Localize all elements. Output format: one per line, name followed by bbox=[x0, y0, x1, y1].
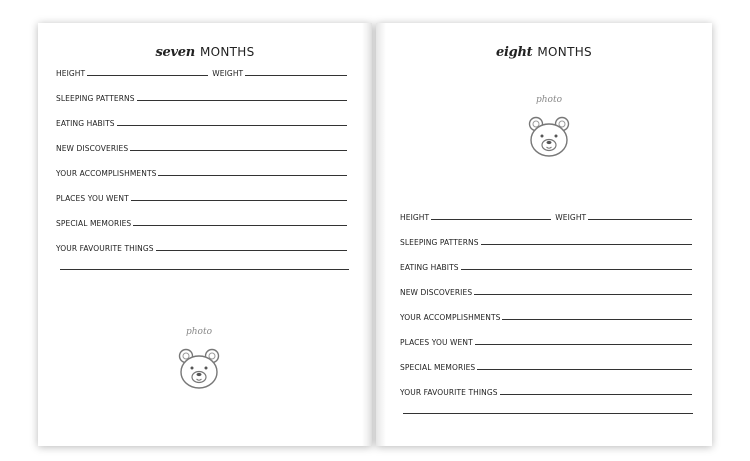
height-weight-row bbox=[56, 64, 347, 78]
field-label: SLEEPING PATTERNS bbox=[56, 94, 135, 103]
bear-face-icon bbox=[169, 339, 229, 401]
field-label: EATING HABITS bbox=[400, 263, 459, 272]
title-script-word: eight bbox=[496, 45, 533, 60]
field-label: SPECIAL MEMORIES bbox=[400, 363, 476, 372]
title-word: MONTHS bbox=[199, 45, 255, 59]
weight-line[interactable] bbox=[245, 75, 347, 76]
weight-label: WEIGHT bbox=[555, 213, 587, 222]
height-line[interactable] bbox=[87, 75, 208, 76]
right-page bbox=[376, 23, 712, 446]
weight-line[interactable] bbox=[588, 219, 692, 220]
field-row bbox=[400, 258, 692, 272]
field-row bbox=[56, 189, 347, 203]
field-line[interactable] bbox=[158, 175, 347, 176]
extra-line[interactable] bbox=[403, 413, 693, 414]
photo-placeholder bbox=[169, 327, 229, 397]
page-gutter-shadow bbox=[362, 23, 372, 446]
field-row bbox=[56, 139, 347, 153]
field-label: PLACES YOU WENT bbox=[56, 194, 129, 203]
weight-label: WEIGHT bbox=[212, 69, 244, 78]
page-title bbox=[376, 41, 712, 60]
field-line[interactable] bbox=[477, 369, 692, 370]
field-row bbox=[56, 239, 347, 253]
field-line[interactable] bbox=[475, 344, 692, 345]
field-label: YOUR ACCOMPLISHMENTS bbox=[400, 313, 501, 322]
height-label: HEIGHT bbox=[400, 213, 430, 222]
field-row bbox=[56, 214, 347, 228]
height-label: HEIGHT bbox=[56, 69, 86, 78]
field-line[interactable] bbox=[500, 394, 692, 395]
field-line[interactable] bbox=[502, 319, 692, 320]
field-label: EATING HABITS bbox=[56, 119, 115, 128]
extra-line[interactable] bbox=[60, 269, 349, 270]
photo-label: photo bbox=[185, 327, 212, 337]
field-line[interactable] bbox=[133, 225, 347, 226]
field-label: YOUR FAVOURITE THINGS bbox=[400, 388, 498, 397]
field-line[interactable] bbox=[481, 244, 692, 245]
field-label: PLACES YOU WENT bbox=[400, 338, 473, 347]
field-row bbox=[400, 333, 692, 347]
field-row bbox=[400, 283, 692, 297]
height-line[interactable] bbox=[431, 219, 551, 220]
field-line[interactable] bbox=[474, 294, 692, 295]
field-label: NEW DISCOVERIES bbox=[400, 288, 473, 297]
field-line[interactable] bbox=[130, 150, 347, 151]
field-line[interactable] bbox=[461, 269, 692, 270]
field-row bbox=[400, 233, 692, 247]
height-weight-row bbox=[400, 208, 692, 222]
page-gutter-shadow bbox=[376, 23, 386, 446]
page-title bbox=[38, 41, 372, 60]
field-line[interactable] bbox=[137, 100, 347, 101]
field-row bbox=[56, 89, 347, 103]
field-line[interactable] bbox=[156, 250, 347, 251]
field-label: YOUR FAVOURITE THINGS bbox=[56, 244, 154, 253]
title-word: MONTHS bbox=[537, 45, 592, 59]
photo-placeholder bbox=[519, 95, 579, 165]
field-row bbox=[400, 308, 692, 322]
field-label: YOUR ACCOMPLISHMENTS bbox=[56, 169, 157, 178]
photo-label: photo bbox=[535, 95, 562, 105]
field-row bbox=[56, 114, 347, 128]
field-line[interactable] bbox=[131, 200, 347, 201]
field-row bbox=[400, 383, 692, 397]
field-row bbox=[400, 358, 692, 372]
field-label: SPECIAL MEMORIES bbox=[56, 219, 132, 228]
field-label: SLEEPING PATTERNS bbox=[400, 238, 479, 247]
left-page bbox=[38, 23, 372, 446]
field-label: NEW DISCOVERIES bbox=[56, 144, 129, 153]
field-row bbox=[56, 164, 347, 178]
title-script-word: seven bbox=[155, 45, 195, 60]
field-line[interactable] bbox=[117, 125, 347, 126]
bear-face-icon bbox=[519, 107, 579, 169]
